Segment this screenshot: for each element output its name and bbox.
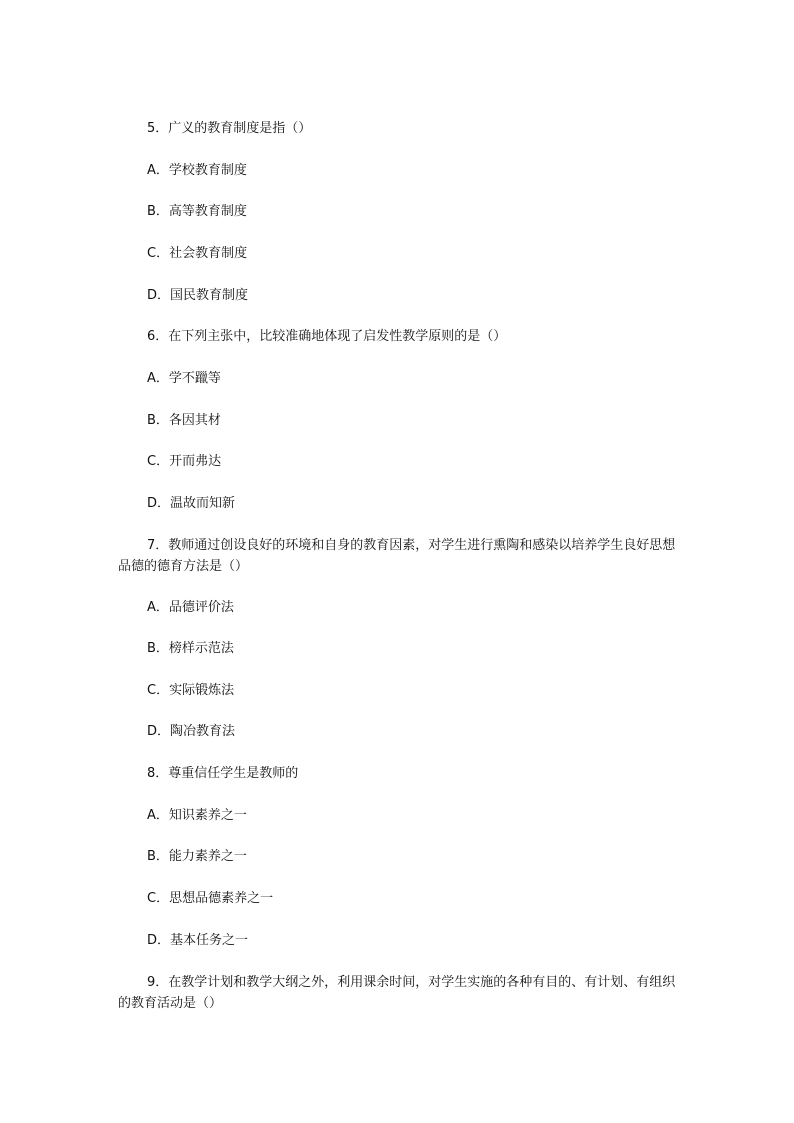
question-7-option-c: C．实际锻炼法 <box>147 683 235 698</box>
question-5-option-d: D．国民教育制度 <box>147 288 249 303</box>
question-7-option-d: D．陶冶教育法 <box>147 724 236 739</box>
question-7-option-a: A．品德评价法 <box>147 600 234 615</box>
question-6-option-b: B．各因其材 <box>147 413 221 428</box>
question-8-option-b: B．能力素养之一 <box>147 849 247 864</box>
question-5-stem: 5．广义的教育制度是指（） <box>147 121 312 136</box>
question-7-stem: 7．教师通过创设良好的环境和自身的教育因素，对学生进行熏陶和感染以培养学生良好思想品德的德育方法是（） <box>118 538 676 574</box>
question-5-option-c: C．社会教育制度 <box>147 246 248 261</box>
question-8-option-d: D．基本任务之一 <box>147 933 249 948</box>
question-8-option-c: C．思想品德素养之一 <box>147 891 274 906</box>
question-6-option-d: D．温故而知新 <box>147 496 236 511</box>
question-5-option-b: B．高等教育制度 <box>147 204 247 219</box>
question-6-option-a: A．学不躐等 <box>147 371 221 386</box>
question-6-stem: 6．在下列主张中，比较准确地体现了启发性教学原则的是（） <box>147 329 507 344</box>
question-7-option-b: B．榜样示范法 <box>147 641 234 656</box>
question-5-option-a: A．学校教育制度 <box>147 163 247 178</box>
question-8-option-a: A．知识素养之一 <box>147 808 247 823</box>
question-9-stem: 9．在教学计划和教学大纲之外，利用课余时间，对学生实施的各种有目的、有计划、有组织的教育活动是（） <box>118 975 676 1011</box>
question-8-stem: 8．尊重信任学生是教师的 <box>147 766 299 781</box>
question-6-option-c: C．开而弗达 <box>147 454 222 469</box>
